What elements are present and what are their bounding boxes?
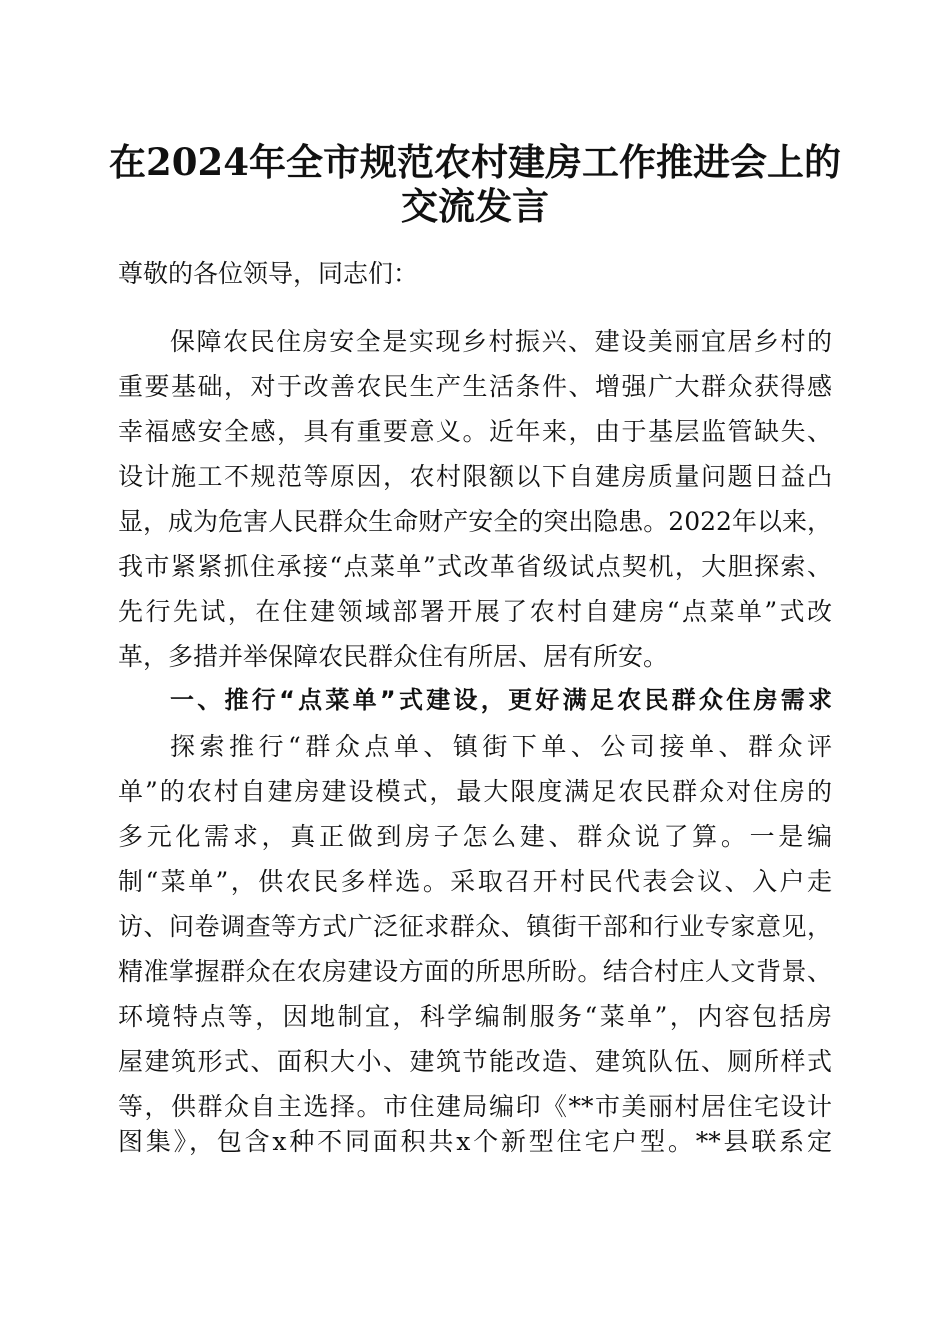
paragraph-line: 设计施工不规范等原因，农村限额以下自建房质量问题日益凸 <box>118 462 832 491</box>
paragraph-line: 革，多措并举保障农民群众住有所居、居有所安。 <box>118 642 669 671</box>
paragraph-line: 先行先试，在住建领域部署开展了农村自建房“点菜单”式改 <box>118 597 832 626</box>
paragraph-line: 精准掌握群众在农房建设方面的所思所盼。结合村庄人文背景、 <box>118 957 832 986</box>
document-title-line-2: 交流发言 <box>401 184 549 228</box>
section-heading-1: 一、推行“点菜单”式建设，更好满足农民群众住房需求 <box>170 686 832 714</box>
paragraph-line: 制“菜单”，供农民多样选。采取召开村民代表会议、入户走 <box>118 867 832 896</box>
paragraph-line: 访、问卷调查等方式广泛征求群众、镇街干部和行业专家意见， <box>118 912 832 941</box>
paragraph-line: 等，供群众自主选择。市住建局编印《**市美丽村居住宅设计 <box>118 1092 832 1121</box>
paragraph-line: 图集》，包含x种不同面积共x个新型住宅户型。**县联系定 <box>118 1127 832 1156</box>
paragraph-line: 显，成为危害人民群众生命财产安全的突出隐患。2022年以来， <box>118 507 832 536</box>
salutation: 尊敬的各位领导，同志们： <box>118 259 419 288</box>
paragraph-line: 保障农民住房安全是实现乡村振兴、建设美丽宜居乡村的 <box>170 327 832 356</box>
paragraph-line: 重要基础，对于改善农民生产生活条件、增强广大群众获得感 <box>118 372 832 401</box>
paragraph-line: 探索推行“群众点单、镇街下单、公司接单、群众评 <box>170 732 832 761</box>
document-title-line-1: 在2024年全市规范农村建房工作推进会上的 <box>109 140 841 184</box>
paragraph-line: 屋建筑形式、面积大小、建筑节能改造、建筑队伍、厕所样式 <box>118 1047 832 1076</box>
paragraph-line: 多元化需求，真正做到房子怎么建、群众说了算。一是编 <box>118 822 832 851</box>
paragraph-line: 单”的农村自建房建设模式，最大限度满足农民群众对住房的 <box>118 777 832 806</box>
paragraph-line: 幸福感安全感，具有重要意义。近年来，由于基层监管缺失、 <box>118 417 832 446</box>
paragraph-line: 我市紧紧抓住承接“点菜单”式改革省级试点契机，大胆探索、 <box>118 552 832 581</box>
paragraph-line: 环境特点等，因地制宜，科学编制服务“菜单”，内容包括房 <box>118 1002 832 1031</box>
